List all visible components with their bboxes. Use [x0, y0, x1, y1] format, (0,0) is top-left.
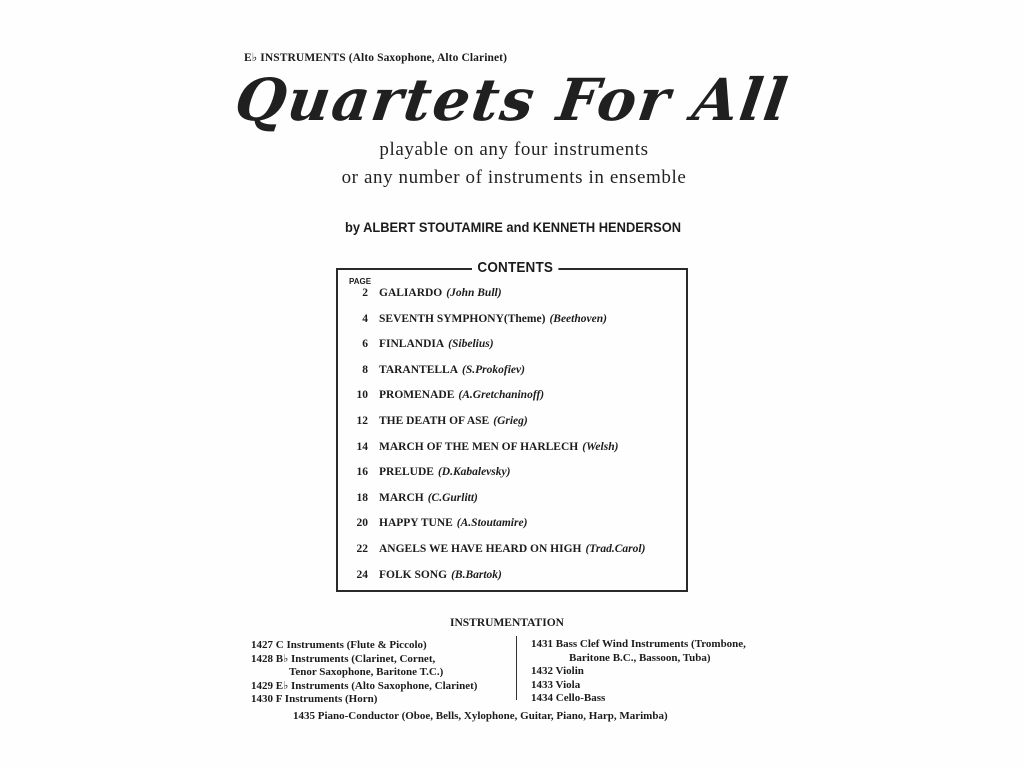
instrumentation-entry: 1433 Viola [531, 678, 581, 691]
contents-composer: (S.Prokofiev) [462, 363, 525, 376]
subtitle-line-2: or any number of instruments in ensemble [341, 167, 687, 188]
contents-item [340, 565, 680, 591]
contents-title: SEVENTH SYMPHONY(Theme) [379, 312, 546, 325]
contents-composer: (Sibelius) [448, 338, 494, 351]
instrumentation-entry-continued: Baritone B.C., Bassoon, Tuba) [569, 651, 711, 664]
contents-composer: (Trad.Carol) [585, 542, 646, 555]
contents-title: HAPPY TUNE [379, 517, 453, 530]
contents-title: FINLANDIA [379, 338, 445, 351]
page-column-label: PAGE [349, 277, 372, 286]
contents-item [340, 513, 680, 539]
instrumentation-entry-continued: Tenor Saxophone, Baritone T.C.) [289, 666, 444, 678]
contents-title: FOLK SONG [379, 568, 448, 581]
contents-item [340, 360, 680, 386]
contents-page-number: 8 [362, 363, 368, 376]
contents-item [340, 385, 680, 411]
book-title: Quartets For All [230, 66, 794, 134]
contents-title: PRELUDE [379, 466, 434, 479]
instrumentation-entry: 1428 B♭ Instruments (Clarinet, Cornet, [251, 652, 436, 665]
contents-item [340, 539, 680, 565]
instrumentation-right-column [531, 638, 801, 706]
contents-composer: (A.Stoutamire) [456, 517, 528, 530]
contents-item [340, 437, 680, 463]
authors-line: by ALBERT STOUTAMIRE and KENNETH HENDERSON [344, 219, 682, 235]
contents-composer: (B.Bartok) [451, 568, 502, 581]
instrumentation-entry: 1430 F Instruments (Horn) [251, 693, 378, 705]
contents-item [340, 283, 680, 309]
contents-title: PROMENADE [379, 389, 455, 402]
contents-title: GALIARDO [379, 287, 443, 299]
contents-composer: (John Bull) [446, 287, 502, 299]
instrumentation-entry: 1427 C Instruments (Flute & Piccolo) [251, 639, 427, 651]
instrumentation-entry: 1434 Cello-Bass [531, 692, 606, 704]
instrumentation-entry: 1432 Violin [531, 665, 584, 677]
column-divider [516, 636, 517, 700]
piano-conductor-entry: 1435 Piano-Conductor (Oboe, Bells, Xylophone, Guitar, Piano, Harp, Marimba) [293, 710, 668, 722]
contents-page-number: 18 [356, 491, 368, 504]
contents-item [340, 462, 680, 488]
instrumentation-heading: INSTRUMENTATION [450, 617, 564, 629]
subtitle-line-1: playable on any four instruments [379, 139, 649, 160]
contents-composer: (A.Gretchaninoff) [458, 389, 545, 402]
contents-page-number: 2 [362, 287, 368, 299]
contents-page-number: 22 [356, 542, 368, 555]
contents-title: MARCH [379, 491, 424, 504]
contents-list [340, 283, 680, 590]
contents-composer: (C.Gurlitt) [427, 491, 478, 504]
instrument-edition-label: E♭ INSTRUMENTS (Alto Saxophone, Alto Clarinet) [244, 52, 508, 64]
contents-title: ANGELS WE HAVE HEARD ON HIGH [379, 542, 582, 555]
contents-composer: (Grieg) [493, 414, 528, 427]
contents-composer: (Beethoven) [549, 312, 607, 325]
contents-page-number: 4 [362, 312, 368, 325]
contents-page-number: 24 [356, 568, 368, 581]
contents-title: TARANTELLA [379, 363, 459, 376]
contents-item [340, 334, 680, 360]
instrumentation-entry: 1431 Bass Clef Wind Instruments (Trombone, [531, 638, 746, 650]
contents-page-number: 10 [356, 389, 368, 402]
contents-heading: CONTENTS [472, 259, 558, 276]
instrumentation-entry: 1429 E♭ Instruments (Alto Saxophone, Clarinet) [251, 679, 478, 692]
contents-page-number: 16 [356, 466, 368, 479]
contents-item [340, 411, 680, 437]
contents-item [340, 309, 680, 335]
contents-page-number: 6 [362, 338, 368, 351]
contents-title: THE DEATH OF ASE [379, 414, 490, 427]
contents-composer: (D.Kabalevsky) [437, 466, 511, 479]
contents-title: MARCH OF THE MEN OF HARLECH [379, 440, 579, 453]
contents-page-number: 12 [356, 414, 368, 427]
contents-page-number: 20 [356, 517, 368, 530]
instrumentation-left-column [251, 639, 516, 707]
contents-composer: (Welsh) [582, 440, 619, 453]
contents-item [340, 488, 680, 514]
contents-page-number: 14 [356, 440, 368, 453]
